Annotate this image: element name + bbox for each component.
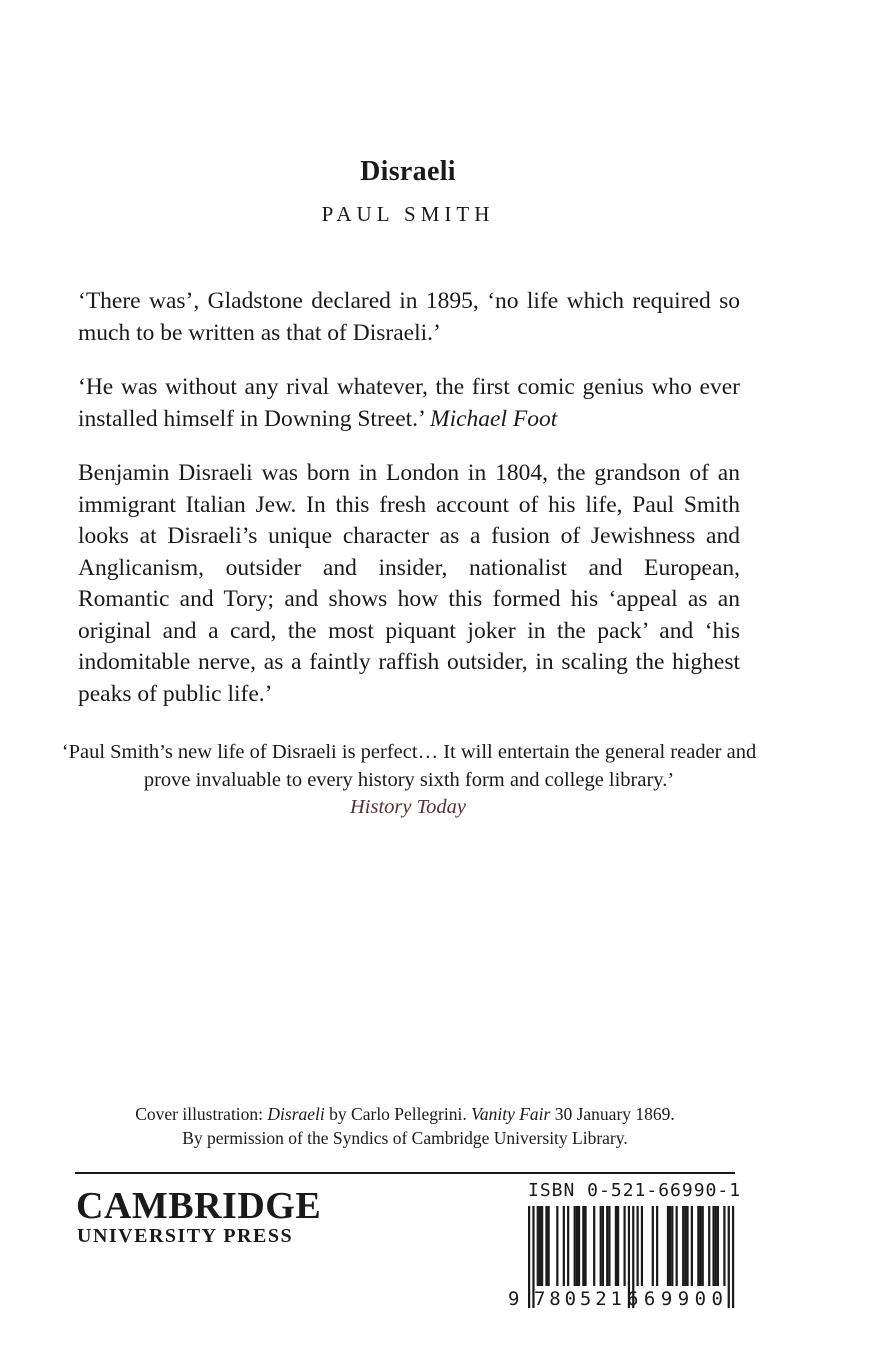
barcode-bar <box>723 1206 725 1286</box>
cover-credit-line1 <box>60 1102 750 1126</box>
barcode-bar <box>637 1206 639 1286</box>
barcode-bar <box>656 1206 658 1286</box>
barcode-bar <box>732 1206 734 1308</box>
barcode-bar <box>667 1206 669 1286</box>
barcode-bar <box>556 1206 558 1286</box>
barcode-bar <box>582 1206 584 1286</box>
barcode-bar <box>715 1206 717 1286</box>
barcode-bar <box>671 1206 673 1286</box>
credit-magazine: Vanity Fair <box>471 1104 551 1124</box>
barcode-bar <box>576 1206 578 1286</box>
barcode-lead-digit: 9 <box>508 1288 520 1310</box>
review-source: History Today <box>350 796 466 818</box>
barcode <box>504 1204 736 1314</box>
barcode-bar <box>563 1206 565 1286</box>
barcode-bar <box>691 1206 693 1286</box>
barcode-bar <box>567 1206 569 1286</box>
barcode-bar <box>684 1206 686 1286</box>
michael-foot-quote-text: ‘He was without any rival whatever, the first comic genius who ever installed himself in Downing Street.’ <box>78 374 740 432</box>
barcode-bar <box>728 1206 730 1308</box>
credit-prefix: Cover illustration: <box>135 1104 268 1124</box>
barcode-bar <box>528 1206 530 1308</box>
barcode-bar <box>712 1206 714 1286</box>
credit-date: 30 January 1869. <box>550 1104 675 1124</box>
barcode-bar <box>682 1206 684 1286</box>
barcode-bar <box>686 1206 688 1286</box>
barcode-bar <box>697 1206 699 1286</box>
barcode-bar <box>702 1206 704 1286</box>
publisher-logo-name: CAMBRIDGE <box>76 1185 322 1227</box>
barcode-bar <box>545 1206 547 1286</box>
barcode-bar <box>578 1206 580 1286</box>
barcode-bar <box>669 1206 671 1286</box>
barcode-bar <box>548 1206 550 1286</box>
cover-credit <box>60 1102 750 1150</box>
gladstone-quote: ‘There was’, Gladstone declared in 1895, ‘no life which required so much to be written as that of Disraeli.’ <box>78 288 740 346</box>
barcode-bar <box>584 1206 586 1286</box>
barcode-left-digits: 780521 <box>534 1288 622 1310</box>
barcode-bar <box>641 1206 643 1286</box>
barcode-bar <box>541 1206 543 1286</box>
barcode-bar <box>593 1206 595 1286</box>
divider-rule <box>75 1172 735 1174</box>
barcode-bar <box>574 1206 576 1286</box>
barcode-bar <box>699 1206 701 1286</box>
credit-work: Disraeli <box>267 1104 325 1124</box>
blurb-paragraph: Benjamin Disraeli was born in London in 1804, the grandson of an immigrant Italian Jew. In this fresh account of his life, Paul Smith looks at Disraeli’s unique character as a fusion of Jewishness and Anglicanism, outsider and insider, nationalist and European, Romantic and Tory; and shows how this formed his ‘appeal as an original and a card, the most piquant joker in the pack’ and ‘his indomitable nerve, as a faintly raffish outsider, in scaling the highest peaks of public life.’ <box>78 460 740 707</box>
book-title: Disraeli <box>360 156 456 187</box>
barcode-bar <box>608 1206 610 1286</box>
barcode-bar <box>537 1206 539 1286</box>
michael-foot-quote <box>78 372 740 435</box>
barcode-bar <box>676 1206 678 1286</box>
book-author: PAUL SMITH <box>321 202 495 226</box>
isbn-label: ISBN 0-521-66990-1 <box>528 1180 742 1201</box>
barcode-bar <box>600 1206 602 1286</box>
michael-foot-attribution: Michael Foot <box>430 405 558 432</box>
barcode-bar <box>617 1206 619 1286</box>
barcode-bar <box>717 1206 719 1286</box>
barcode-bar <box>652 1206 654 1286</box>
cover-credit-line2: By permission of the Syndics of Cambridge University Library. <box>182 1128 628 1148</box>
barcode-bar <box>708 1206 710 1286</box>
review-quote: ‘Paul Smith’s new life of Disraeli is perfect… It will entertain the general reader and prove invaluable to every history sixth form and college library.’ <box>61 741 757 791</box>
barcode-bar <box>539 1206 541 1286</box>
barcode-bar <box>623 1206 625 1286</box>
publisher-logo-subtitle: UNIVERSITY PRESS <box>77 1225 294 1247</box>
barcode-bar <box>615 1206 617 1286</box>
barcode-right-digits: 669900 <box>627 1288 723 1310</box>
barcode-bar <box>602 1206 604 1286</box>
barcode-bar <box>606 1206 608 1286</box>
credit-artist: by Carlo Pellegrini. <box>324 1104 472 1124</box>
